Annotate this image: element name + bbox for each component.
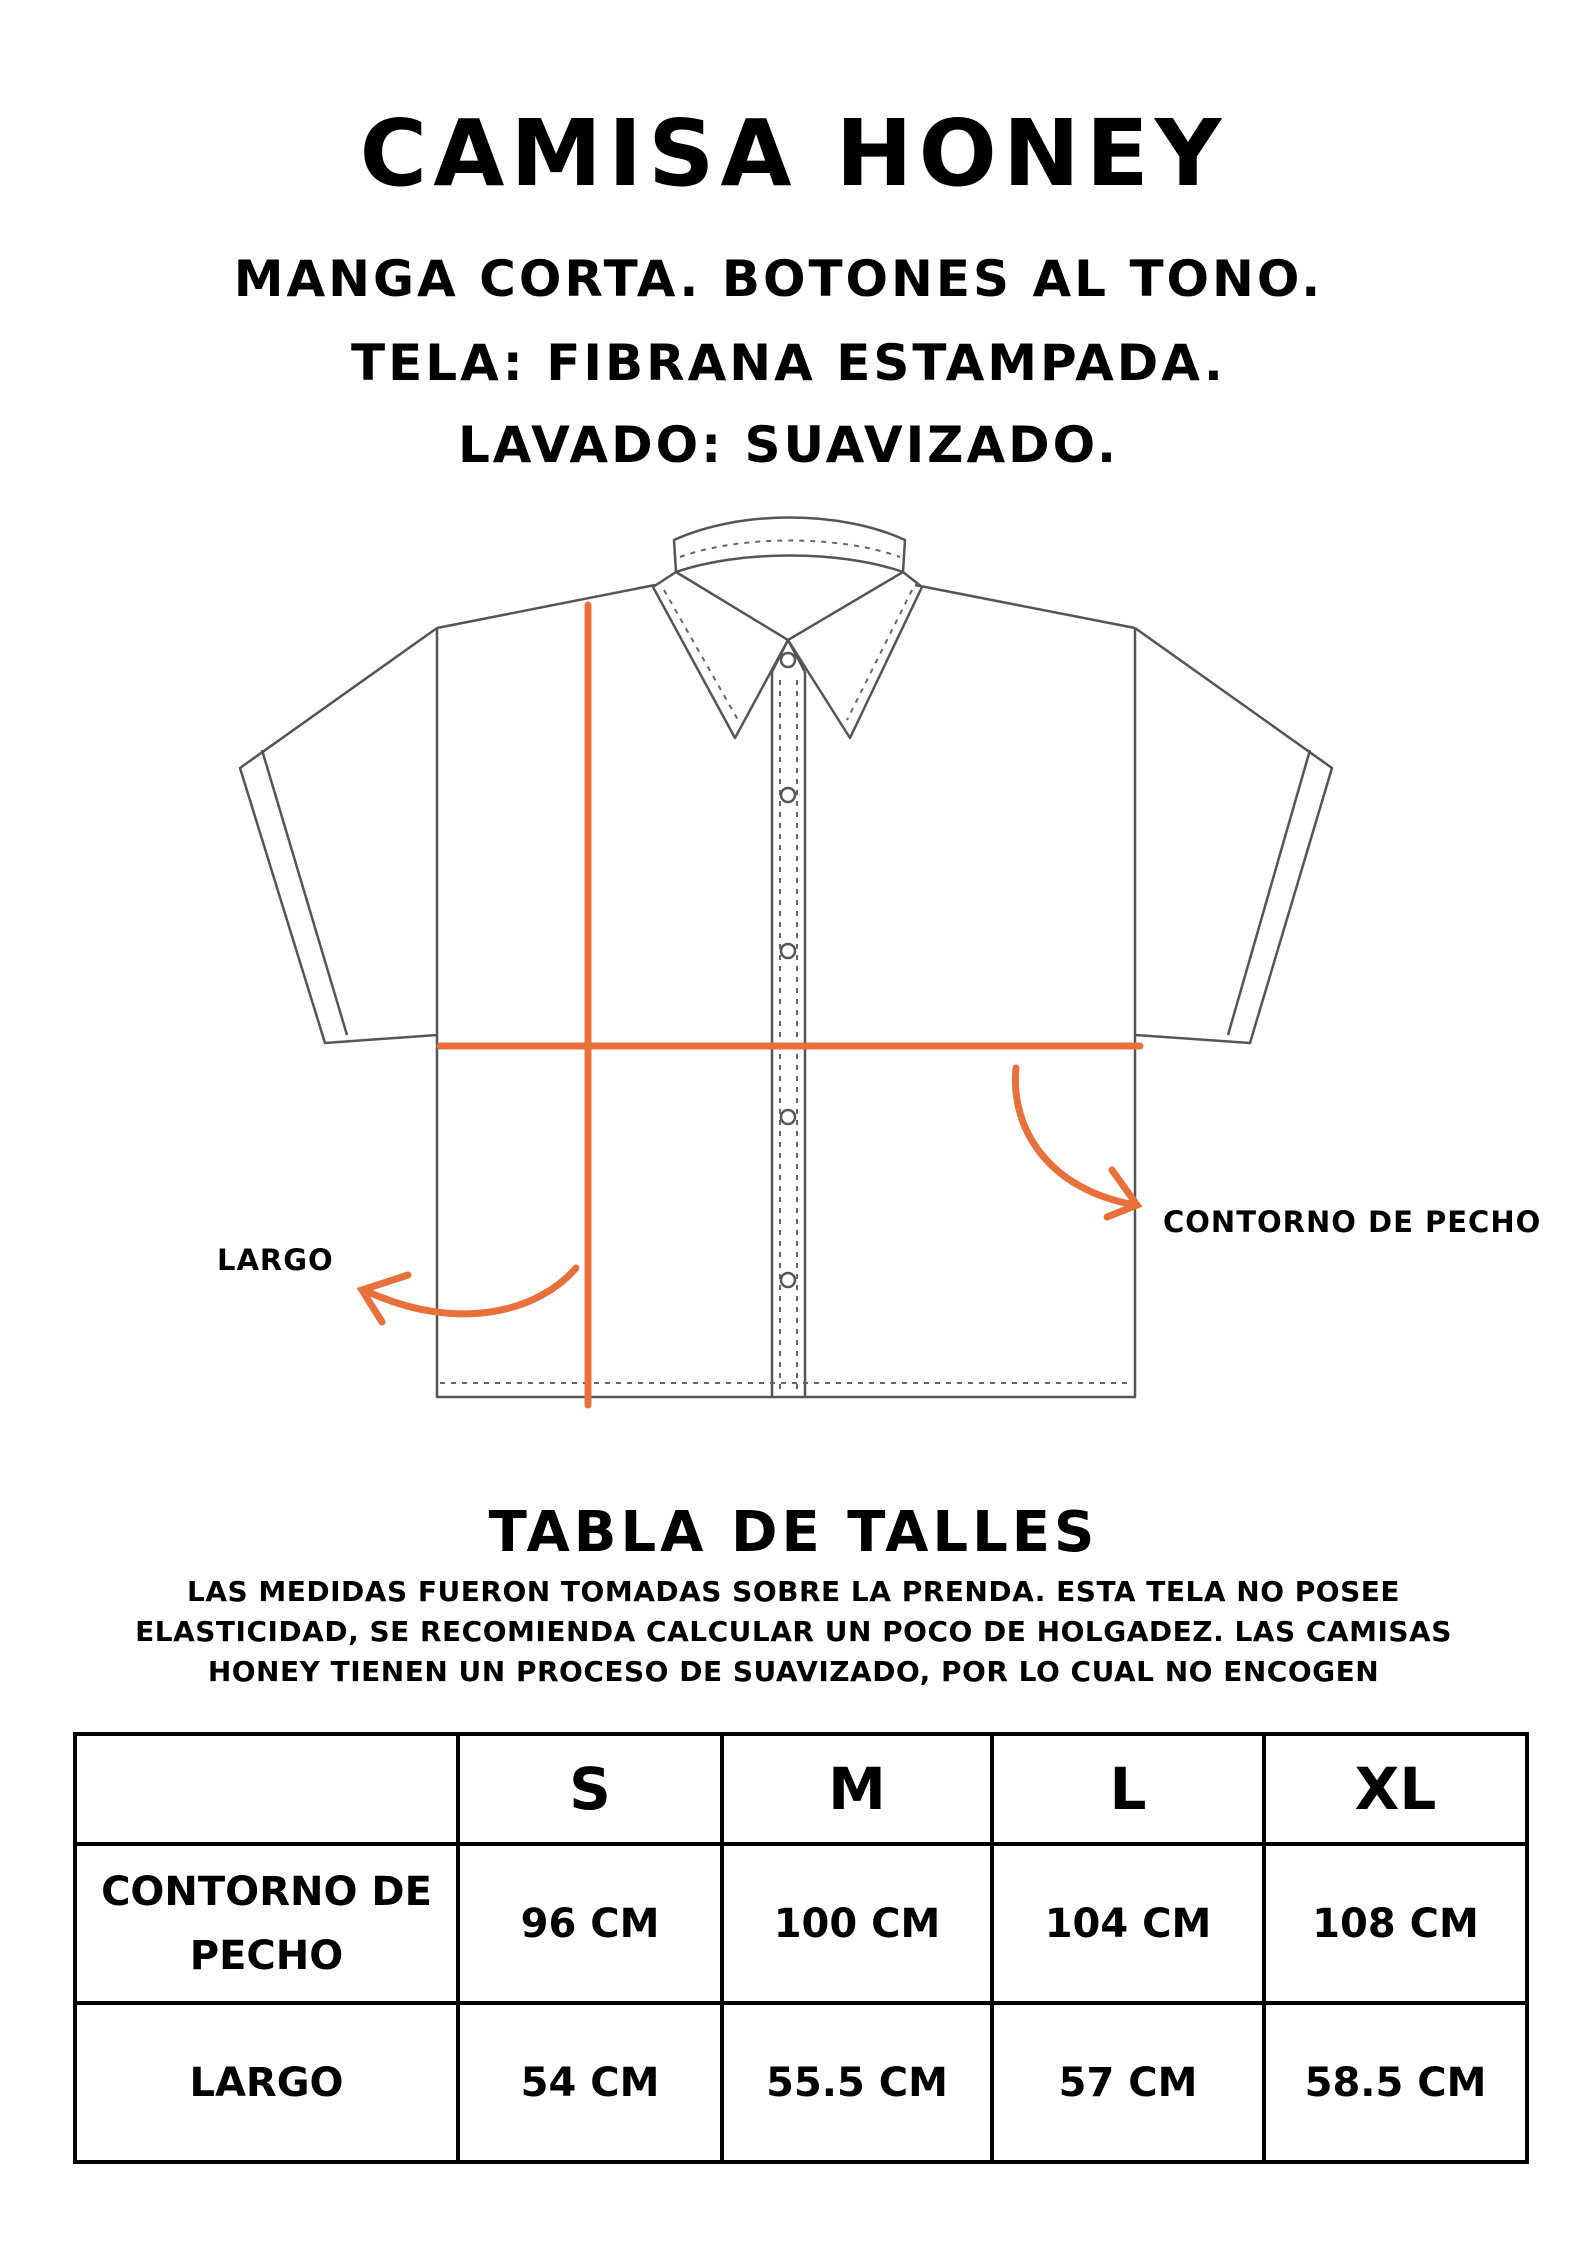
table-corner-cell [75,1734,458,1844]
length-label: LARGO [217,1243,334,1277]
chest-value-l: 104 CM [992,1844,1264,2003]
chest-label: CONTORNO DE PECHO [1163,1205,1542,1239]
chest-arrow [1015,1068,1135,1205]
measurement-lines [362,605,1140,1405]
size-header-l: L [992,1734,1264,1844]
length-value-m: 55.5 CM [722,2003,992,2162]
chest-value-s: 96 CM [458,1844,722,2003]
shirt-stitching [440,541,1132,1396]
description-line-wash: LAVADO: SUAVIZADO. [457,416,1120,474]
size-header-s: S [458,1734,722,1844]
size-table-note: LAS MEDIDAS FUERON TOMADAS SOBRE LA PRENDA. ESTA TELA NO POSEE ELASTICIDAD, SE RECOMIENDA CALCULAR UN POCO DE HOLGADEZ. LAS CAMISAS HONEY TIENEN UN PROCESO DE SUAVIZADO, POR LO CUAL NO ENCOGEN [135,1575,1452,1688]
row-label-length: LARGO [75,2003,458,2162]
length-value-s: 54 CM [458,2003,722,2162]
size-table-title: TABLA DE TALLES [488,1500,1099,1565]
table-row-length [75,2003,1527,2162]
description-line-fabric: TELA: FIBRANA ESTAMPADA. [351,334,1226,392]
length-value-xl: 58.5 CM [1264,2003,1527,2162]
shirt-buttons [781,653,795,1287]
size-header-xl: XL [1264,1734,1527,1844]
length-value-l: 57 CM [992,2003,1264,2162]
table-row-chest [75,1844,1527,2003]
page-title: CAMISA HONEY [359,100,1228,207]
size-header-m: M [722,1734,992,1844]
size-header-row [75,1734,1527,1844]
size-table [73,1732,1529,2164]
row-label-chest: CONTORNO DE PECHO [75,1844,458,2003]
chest-value-m: 100 CM [722,1844,992,2003]
chest-value-xl: 108 CM [1264,1844,1527,2003]
length-arrow [364,1268,576,1314]
description-line-sleeve: MANGA CORTA. BOTONES AL TONO. [233,250,1324,308]
